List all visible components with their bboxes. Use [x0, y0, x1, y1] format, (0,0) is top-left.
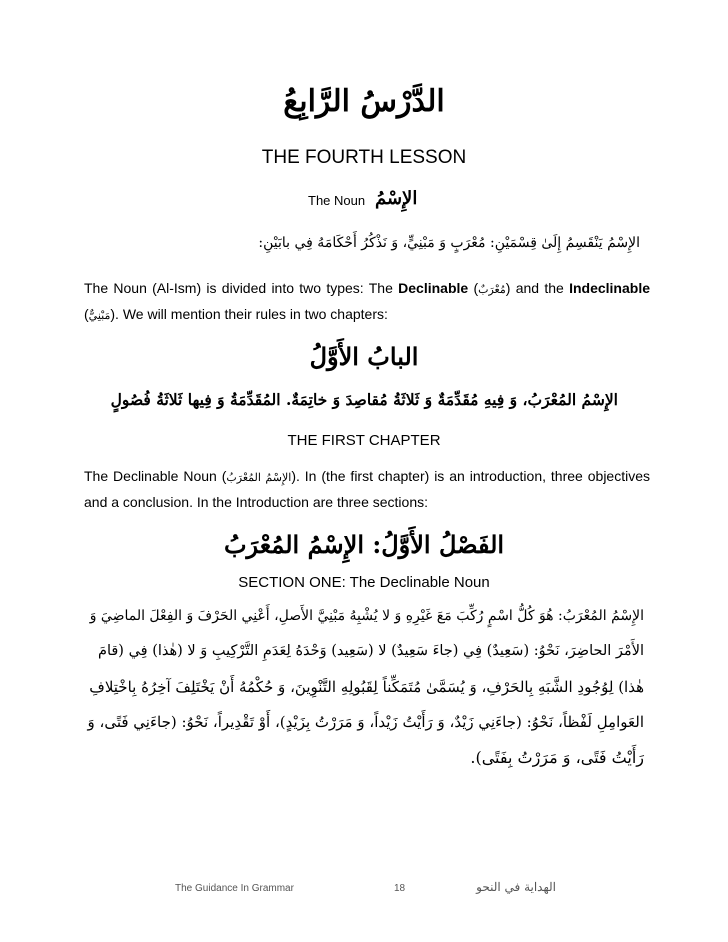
- noun-heading-english: The Noun: [308, 193, 366, 208]
- intro-indeclinable-ar: مَبْنِيٌّ: [88, 309, 111, 322]
- chapter-title-arabic: البابُ الأَوَّلُ: [309, 342, 419, 371]
- intro-text-1: The Noun (Al-Ism) is divided into two types: The: [84, 280, 399, 296]
- chapter-text-1: The Declinable Noun (: [84, 468, 227, 484]
- section-title-arabic: الفَصْلُ الأَوَّلُ: الإِسْمُ المُعْرَبُ: [223, 530, 505, 559]
- footer-book-title: The Guidance In Grammar: [175, 883, 294, 894]
- section-line-1: الإِسْمُ المُعْرَبُ: هُوَ كُلُّ اسْمٍ رُكِّبَ مَعَ غَيْرِهِ وَ لا يُشْبِهُ مَبْنِيَّ الأَصلِ، أَعْنِي الحَرْفَ وَ الفِعْلَ الماضِيَ وَ: [89, 608, 644, 624]
- intro-text-3: . We will mention their rules in two chapters:: [115, 306, 388, 322]
- lesson-title-arabic: الدَّرْسُ الرَّابِعُ: [283, 84, 445, 119]
- intro-declinable-ar: مُعْرَبٌ: [478, 283, 506, 296]
- section-line-5: رَأَيْتُ فَتًى، وَ مَرَرْتُ بِفَتًى).: [470, 748, 644, 767]
- intro-paragraph-english: The Noun (Al-Ism) is divided into two types: The Declinable (مُعْرَبٌ) and the Indeclinable (مَبْنِيٌّ). We will mention their rules in two chapters:: [84, 280, 650, 322]
- lesson-title-english: THE FOURTH LESSON: [261, 147, 467, 168]
- chapter-text-2: ). In (the first chapter) is an introduction, three objectives and a conclusion. In the Introduction are three sections:: [84, 468, 651, 510]
- section-line-4: العَوامِلِ لَفْظاً، نَحْوُ: (جاءَنِي زَيْدٌ، وَ رَأَيْتُ زَيْداً، وَ مَرَرْتُ بِزَيْدٍ)، أَوْ تَقْدِيراً، نَحْوُ: (جاءَنِي فَتًى، وَ: [87, 713, 644, 731]
- section-line-3: هٰذا) لِوُجُودِ الشَّبَهِ بِالحَرْفِ، وَ يُسَمَّىٰ مُتَمَكِّناً لِقَبُولِهِ التَّنْوِينَ، وَ حُكْمُهُ أَنْ يَخْتَلِفَ آخِرُهُ بِاخْتِلافِ: [89, 678, 644, 696]
- intro-text-2: and the: [510, 280, 570, 296]
- intro-indeclinable: Indeclinable: [569, 280, 650, 296]
- chapter-text-ar: الإِسْمُ المُعْرَبُ: [226, 471, 292, 484]
- intro-arabic: الإِسْمُ يَنْقَسِمُ إِلَىٰ قِسْمَيْنِ: مُعْرَبٍ وَ مَبْنِيٍّ، وَ نَذْكُرُ أَحْكَامَهُ فِي بابَيْنِ:: [258, 235, 640, 251]
- noun-heading-arabic: الإِسْمُ: [375, 188, 418, 209]
- section-title-english: SECTION ONE: The Declinable Noun: [238, 574, 490, 591]
- chapter-paragraph-english: [84, 464, 650, 514]
- chapter-title-english: THE FIRST CHAPTER: [287, 432, 441, 449]
- footer-page-number: 18: [394, 883, 406, 894]
- section-line-2: الأَمْرَ الحاضِرَ، نَحْوُ: (سَعِيدٌ) فِي (جاءَ سَعِيدٌ) لا (سَعِيد) وَحْدَهُ لِعَدَمِ التَّرْكِيبِ وَ لا (هٰذا) فِي (قامَ: [97, 643, 644, 659]
- intro-declinable: Declinable: [398, 280, 469, 296]
- footer-book-title-arabic: الهداية في النحو: [476, 880, 556, 894]
- chapter-subtitle-arabic: الإِسْمُ المُعْرَبُ، وَ فِيهِ مُقَدِّمَةٌ وَ ثَلاثَةُ مُقاصِدَ وَ خاتِمَةٌ. المُقَدِّمَةُ وَ فِيها ثَلاثَةُ فُصُولٍ: [110, 390, 618, 409]
